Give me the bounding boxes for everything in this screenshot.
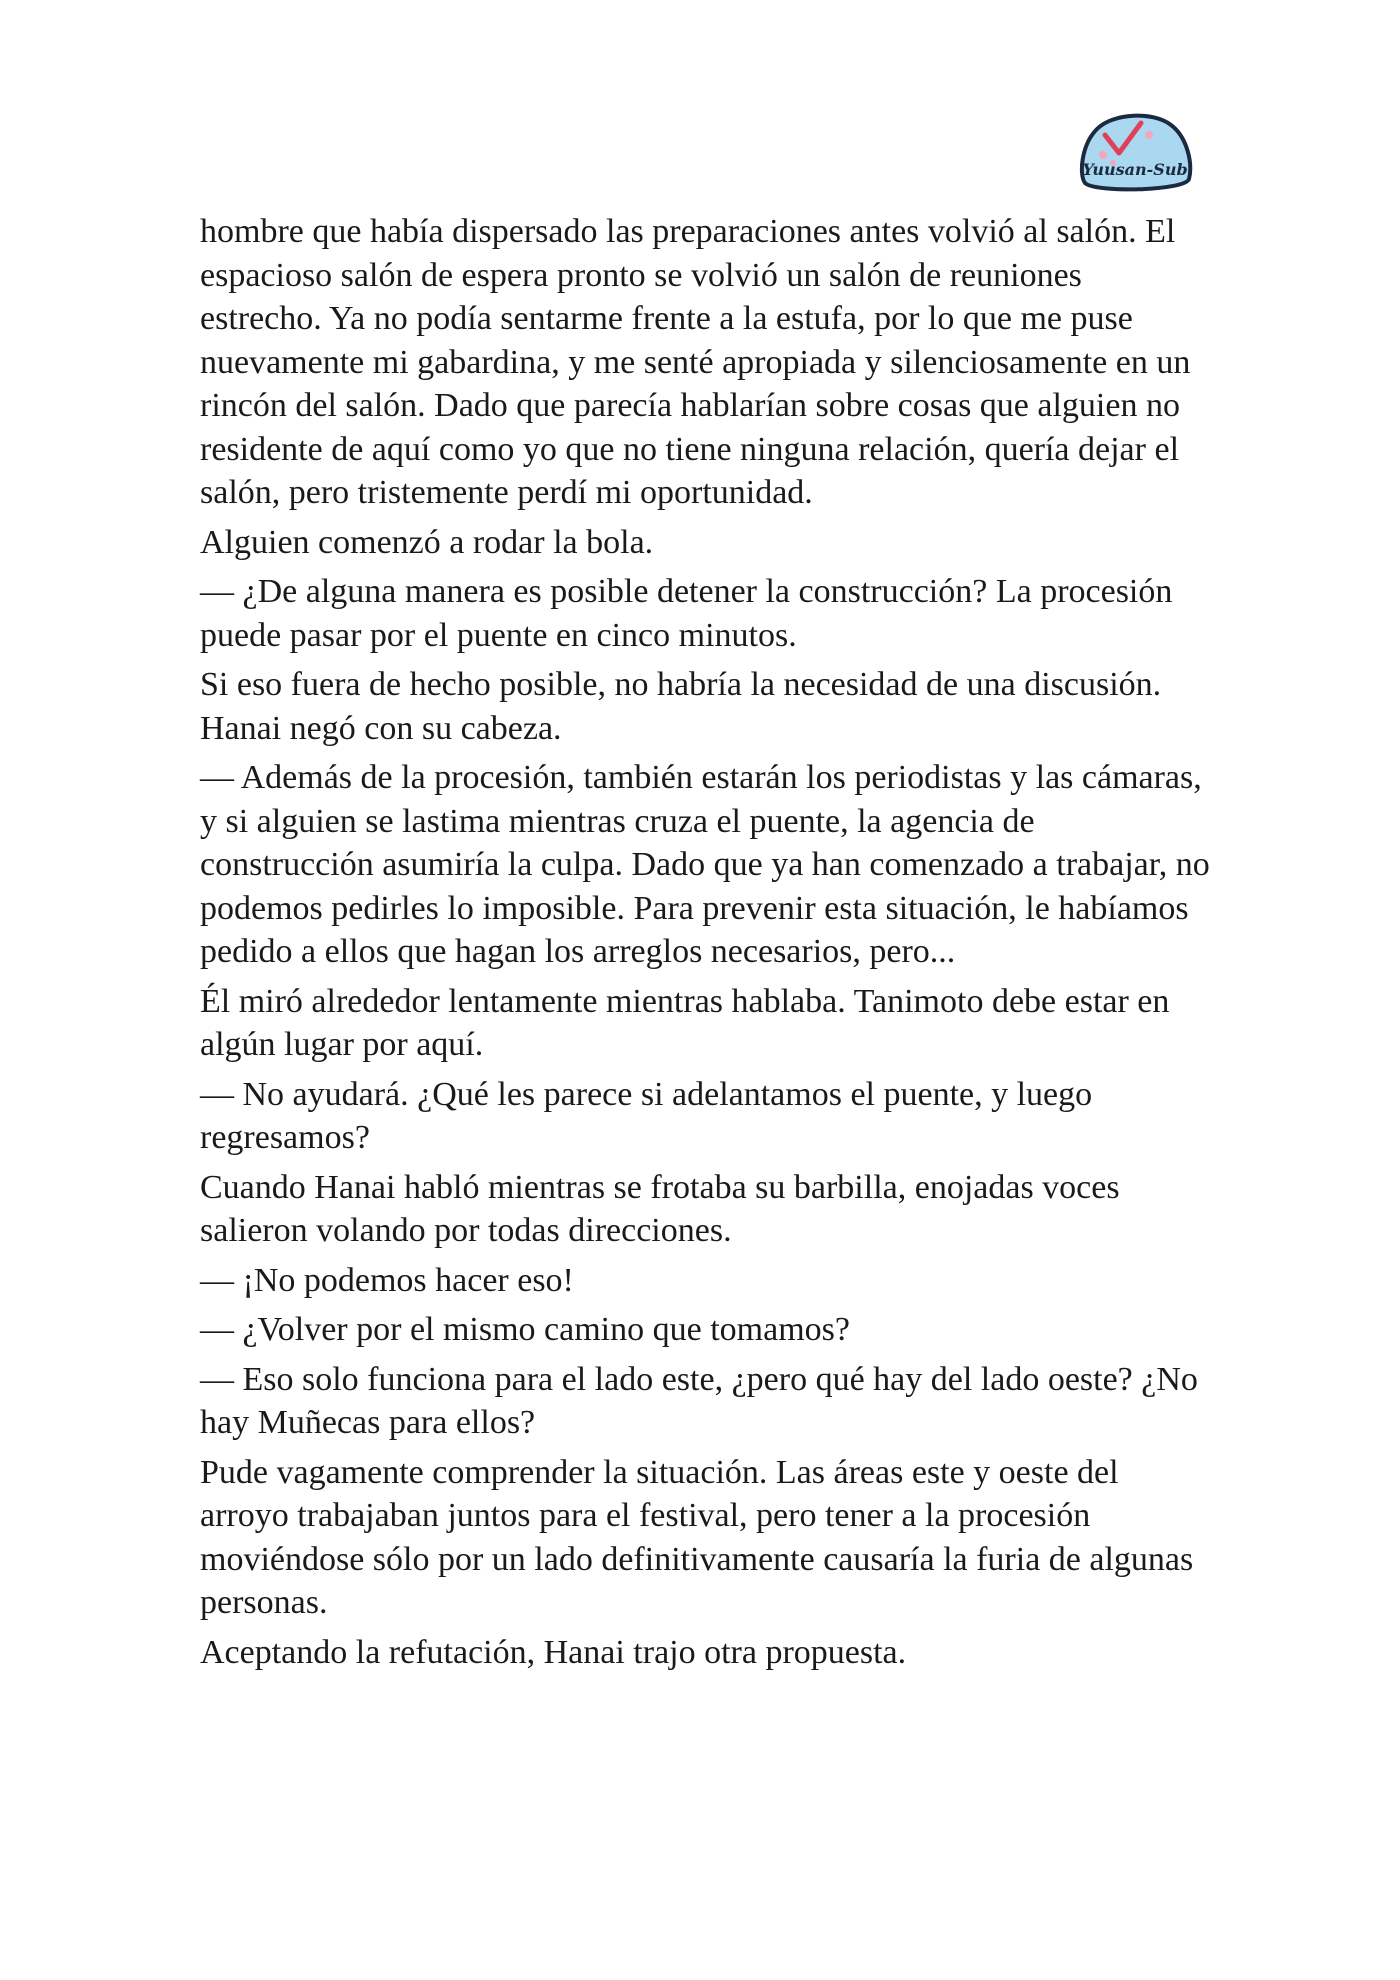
paragraph: Pude vagamente comprender la situación. Las áreas este y oeste del arroyo trabajaban juntos para el festival, pero tener a la procesión moviéndose sólo por un lado definitivamente causaría la furia de algunas personas. [200, 1453, 1194, 1621]
paragraph: — Además de la procesión, también estarán los periodistas y las cámaras, y si alguien se lastima mientras cruza el puente, la agencia de construcción asumiría la culpa. Dado que ya han comenzado a trabajar, no podemos pedirles lo imposible. Para prevenir esta situación, le habíamos pedido a ellos que hagan los arreglos necesarios, pero... [200, 759, 1210, 970]
logo-text: Yuusan-Sub [1082, 160, 1188, 179]
paragraph: Si eso fuera de hecho posible, no habría la necesidad de una discusión. Hanai negó con su cabeza. [200, 666, 1162, 747]
paragraph: — Eso solo funciona para el lado este, ¿pero qué hay del lado oeste? ¿No hay Muñecas para ellos? [200, 1360, 1198, 1441]
yuusan-sub-logo-icon [1075, 105, 1195, 197]
paragraph: Alguien comenzó a rodar la bola. [200, 523, 654, 561]
paragraph: Aceptando la refutación, Hanai trajo otra propuesta. [200, 1633, 907, 1671]
paragraph: — ¿Volver por el mismo camino que tomamos? [200, 1311, 850, 1348]
paragraph: Él miró alrededor lentamente mientras hablaba. Tanimoto debe estar en algún lugar por aquí. [200, 982, 1170, 1063]
watermark-logo [1075, 105, 1195, 197]
paragraph: — ¡No podemos hacer eso! [200, 1261, 574, 1299]
paragraph: — ¿De alguna manera es posible detener la construcción? La procesión puede pasar por el puente en cinco minutos. [200, 573, 1173, 654]
paragraph: hombre que había dispersado las preparaciones antes volvió al salón. El espacioso salón de espera pronto se volvió un salón de reuniones estrecho. Ya no podía sentarme frente a la estufa, por lo que me puse nuevamente mi gabardina, y me senté apropiada y silenciosamente en un rincón del salón. Dado que parecía hablarían sobre cosas que alguien no residente de aquí como yo que no tiene ninguna relación, quería dejar el salón, pero tristemente perdí mi oportunidad. [200, 213, 1191, 511]
body-text [200, 210, 1210, 1680]
paragraph: Cuando Hanai habló mientras se frotaba su barbilla, enojadas voces salieron volando por todas direcciones. [200, 1168, 1120, 1249]
paragraph: — No ayudará. ¿Qué les parece si adelantamos el puente, y luego regresamos? [200, 1075, 1093, 1156]
